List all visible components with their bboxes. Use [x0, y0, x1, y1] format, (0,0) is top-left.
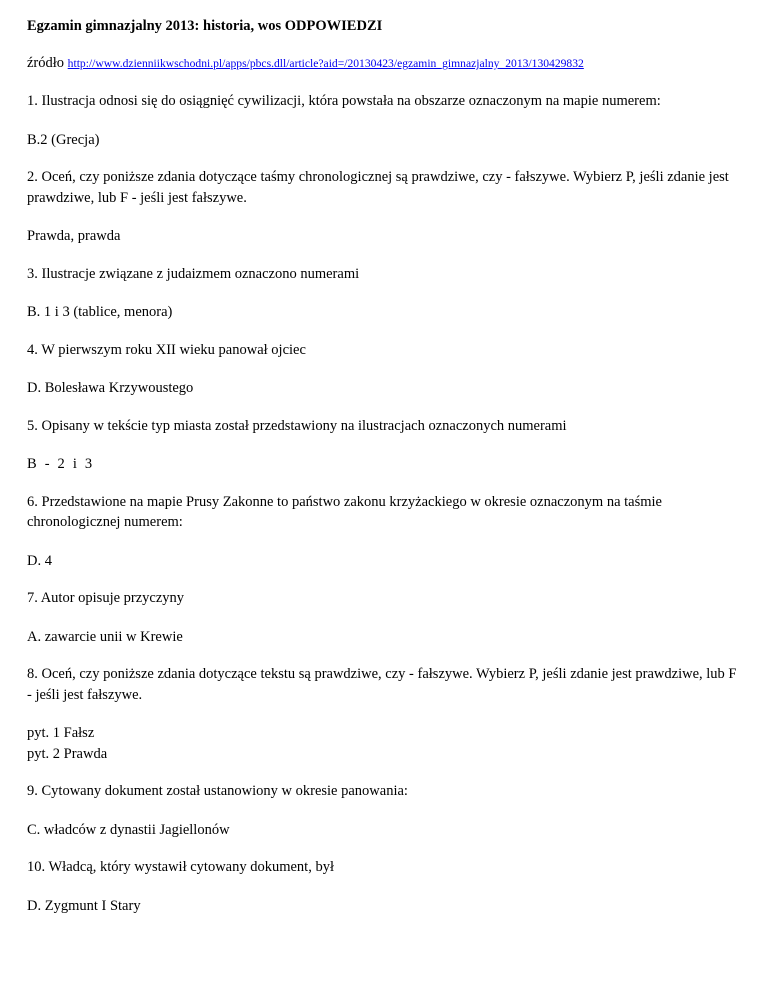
answer-8: [27, 723, 742, 764]
answer-4: D. Bolesława Krzywoustego: [27, 380, 194, 396]
answer-3: B. 1 i 3 (tablice, menora): [27, 304, 173, 320]
answer-8-line-2: pyt. 2 Prawda: [27, 745, 108, 762]
question-4: 4. W pierwszym roku XII wieku panował ojciec: [27, 341, 306, 358]
source-label: źródło: [27, 55, 65, 71]
answer-1: B.2 (Grecja): [27, 131, 100, 148]
source-link[interactable]: http://www.dzienniikwschodni.pl/apps/pbcs.dll/article?aid=/20130423/egzamin_gimnazjalny_2013/130429832: [67, 57, 584, 70]
document-title: Egzamin gimnazjalny 2013: historia, wos ODPOWIEDZI: [27, 18, 383, 34]
question-3: 3. Ilustracje związane z judaizmem oznaczono numerami: [27, 265, 360, 282]
source-line: [27, 53, 742, 74]
answer-8-line-1: pyt. 1 Fałsz: [27, 725, 95, 741]
question-9: 9. Cytowany dokument został ustanowiony w okresie panowania:: [27, 783, 408, 799]
question-8: 8. Oceń, czy poniższe zdania dotyczące tekstu są prawdziwe, czy - fałszywe. Wybierz P, jeśli zdanie jest prawdziwe, lub F - jeśli jest fałszywe.: [27, 666, 737, 703]
question-6: 6. Przedstawione na mapie Prusy Zakonne to państwo zakonu krzyżackiego w okresie oznaczonym na taśmie chronologicznej numerem:: [27, 493, 662, 530]
document-page: [27, 14, 742, 916]
answer-5: B - 2 i 3: [27, 456, 95, 472]
question-1: 1. Ilustracja odnosi się do osiągnięć cywilizacji, która powstała na obszarze oznaczonym na mapie numerem:: [27, 93, 661, 109]
answer-6: D. 4: [27, 552, 52, 569]
question-10: 10. Władcą, który wystawił cytowany dokument, był: [27, 859, 334, 875]
question-5: 5. Opisany w tekście typ miasta został przedstawiony na ilustracjach oznaczonych numerami: [27, 417, 567, 434]
question-7: 7. Autor opisuje przyczyny: [27, 590, 185, 606]
answer-9: C. władców z dynastii Jagiellonów: [27, 821, 230, 838]
answer-7: A. zawarcie unii w Krewie: [27, 628, 183, 645]
question-2: 2. Oceń, czy poniższe zdania dotyczące taśmy chronologicznej są prawdziwe, czy - fałszywe. Wybierz P, jeśli zdanie jest prawdziwe, lub F - jeśli jest fałszywe.: [27, 169, 729, 206]
answer-2: Prawda, prawda: [27, 228, 121, 244]
answer-10: D. Zygmunt I Stary: [27, 897, 141, 914]
